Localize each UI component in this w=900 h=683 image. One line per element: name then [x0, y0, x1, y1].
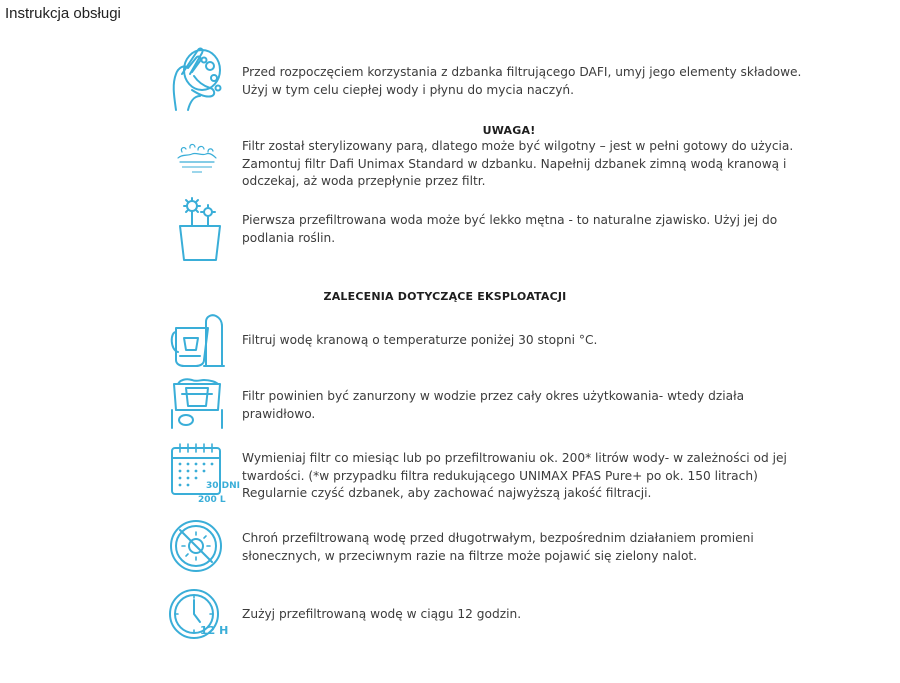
hand-washing-icon: [168, 44, 226, 112]
no-sunlight-icon: [168, 514, 226, 582]
calendar-icon: [168, 440, 241, 508]
warning-text: Filtr został sterylizowany parą, dlatego może być wilgotny – jest w pełni gotowy do użycia. Zamontuj filtr Dafi Unimax Standard w dzbanku. Napełnij dzbanek zimną wodą kranową i odczekaj, aż woda przepłynie przez filtr.: [242, 139, 794, 188]
recommendation-text: Wymieniaj filtr co miesiąc lub po przefiltrowaniu ok. 200* litrów wody- w zależności od jej twardości. (*w przypadku filtra redukującego UNIMAX PFAS Pure+ po ok. 150 litrach) Regularnie czyść dzbanek, aby zachować najwyższą jakość filtracji.: [242, 451, 787, 500]
intro-text: Przed rozpoczęciem korzystania z dzbanka filtrującego DAFI, umyj jego elementy składowe. Użyj w tym celu ciepłej wody i płynu do mycia naczyń.: [242, 65, 802, 97]
calendar-days-label: 30 DNI: [206, 481, 241, 491]
clock-hours-label: 12 H: [200, 624, 229, 637]
section-heading: ZALECENIA DOTYCZĄCE EKSPLOATACJI: [323, 290, 567, 303]
intro-text: Pierwsza przefiltrowana woda może być lekko mętna - to naturalne zjawisko. Użyj jej do podlania roślin.: [242, 213, 778, 245]
recommendation-text: Zużyj przefiltrowaną wodę w ciągu 12 godzin.: [242, 607, 522, 621]
warning-heading: UWAGA!: [482, 124, 536, 137]
calendar-liters-label: 200 L: [198, 495, 226, 505]
clock-12h-icon: [168, 584, 229, 652]
recommendation-text: Filtr powinien być zanurzony w wodzie przez cały okres użytkowania- wtedy działa prawidłowo.: [242, 389, 745, 421]
flower-pot-icon: [174, 196, 226, 264]
filter-submerged-icon: [168, 370, 226, 438]
page-title: Instrukcja obsługi: [5, 5, 121, 22]
jug-under-tap-icon: [168, 310, 226, 378]
recommendation-text: Filtruj wodę kranową o temperaturze poniżej 30 stopni °C.: [242, 333, 598, 347]
recommendation-text: Chroń przefiltrowaną wodę przed długotrwałym, bezpośrednim działaniem promieni słonecznych, w przeciwnym razie na filtrze może pojawić się zielony nalot.: [242, 531, 754, 563]
steam-sterilized-icon: [168, 138, 226, 178]
